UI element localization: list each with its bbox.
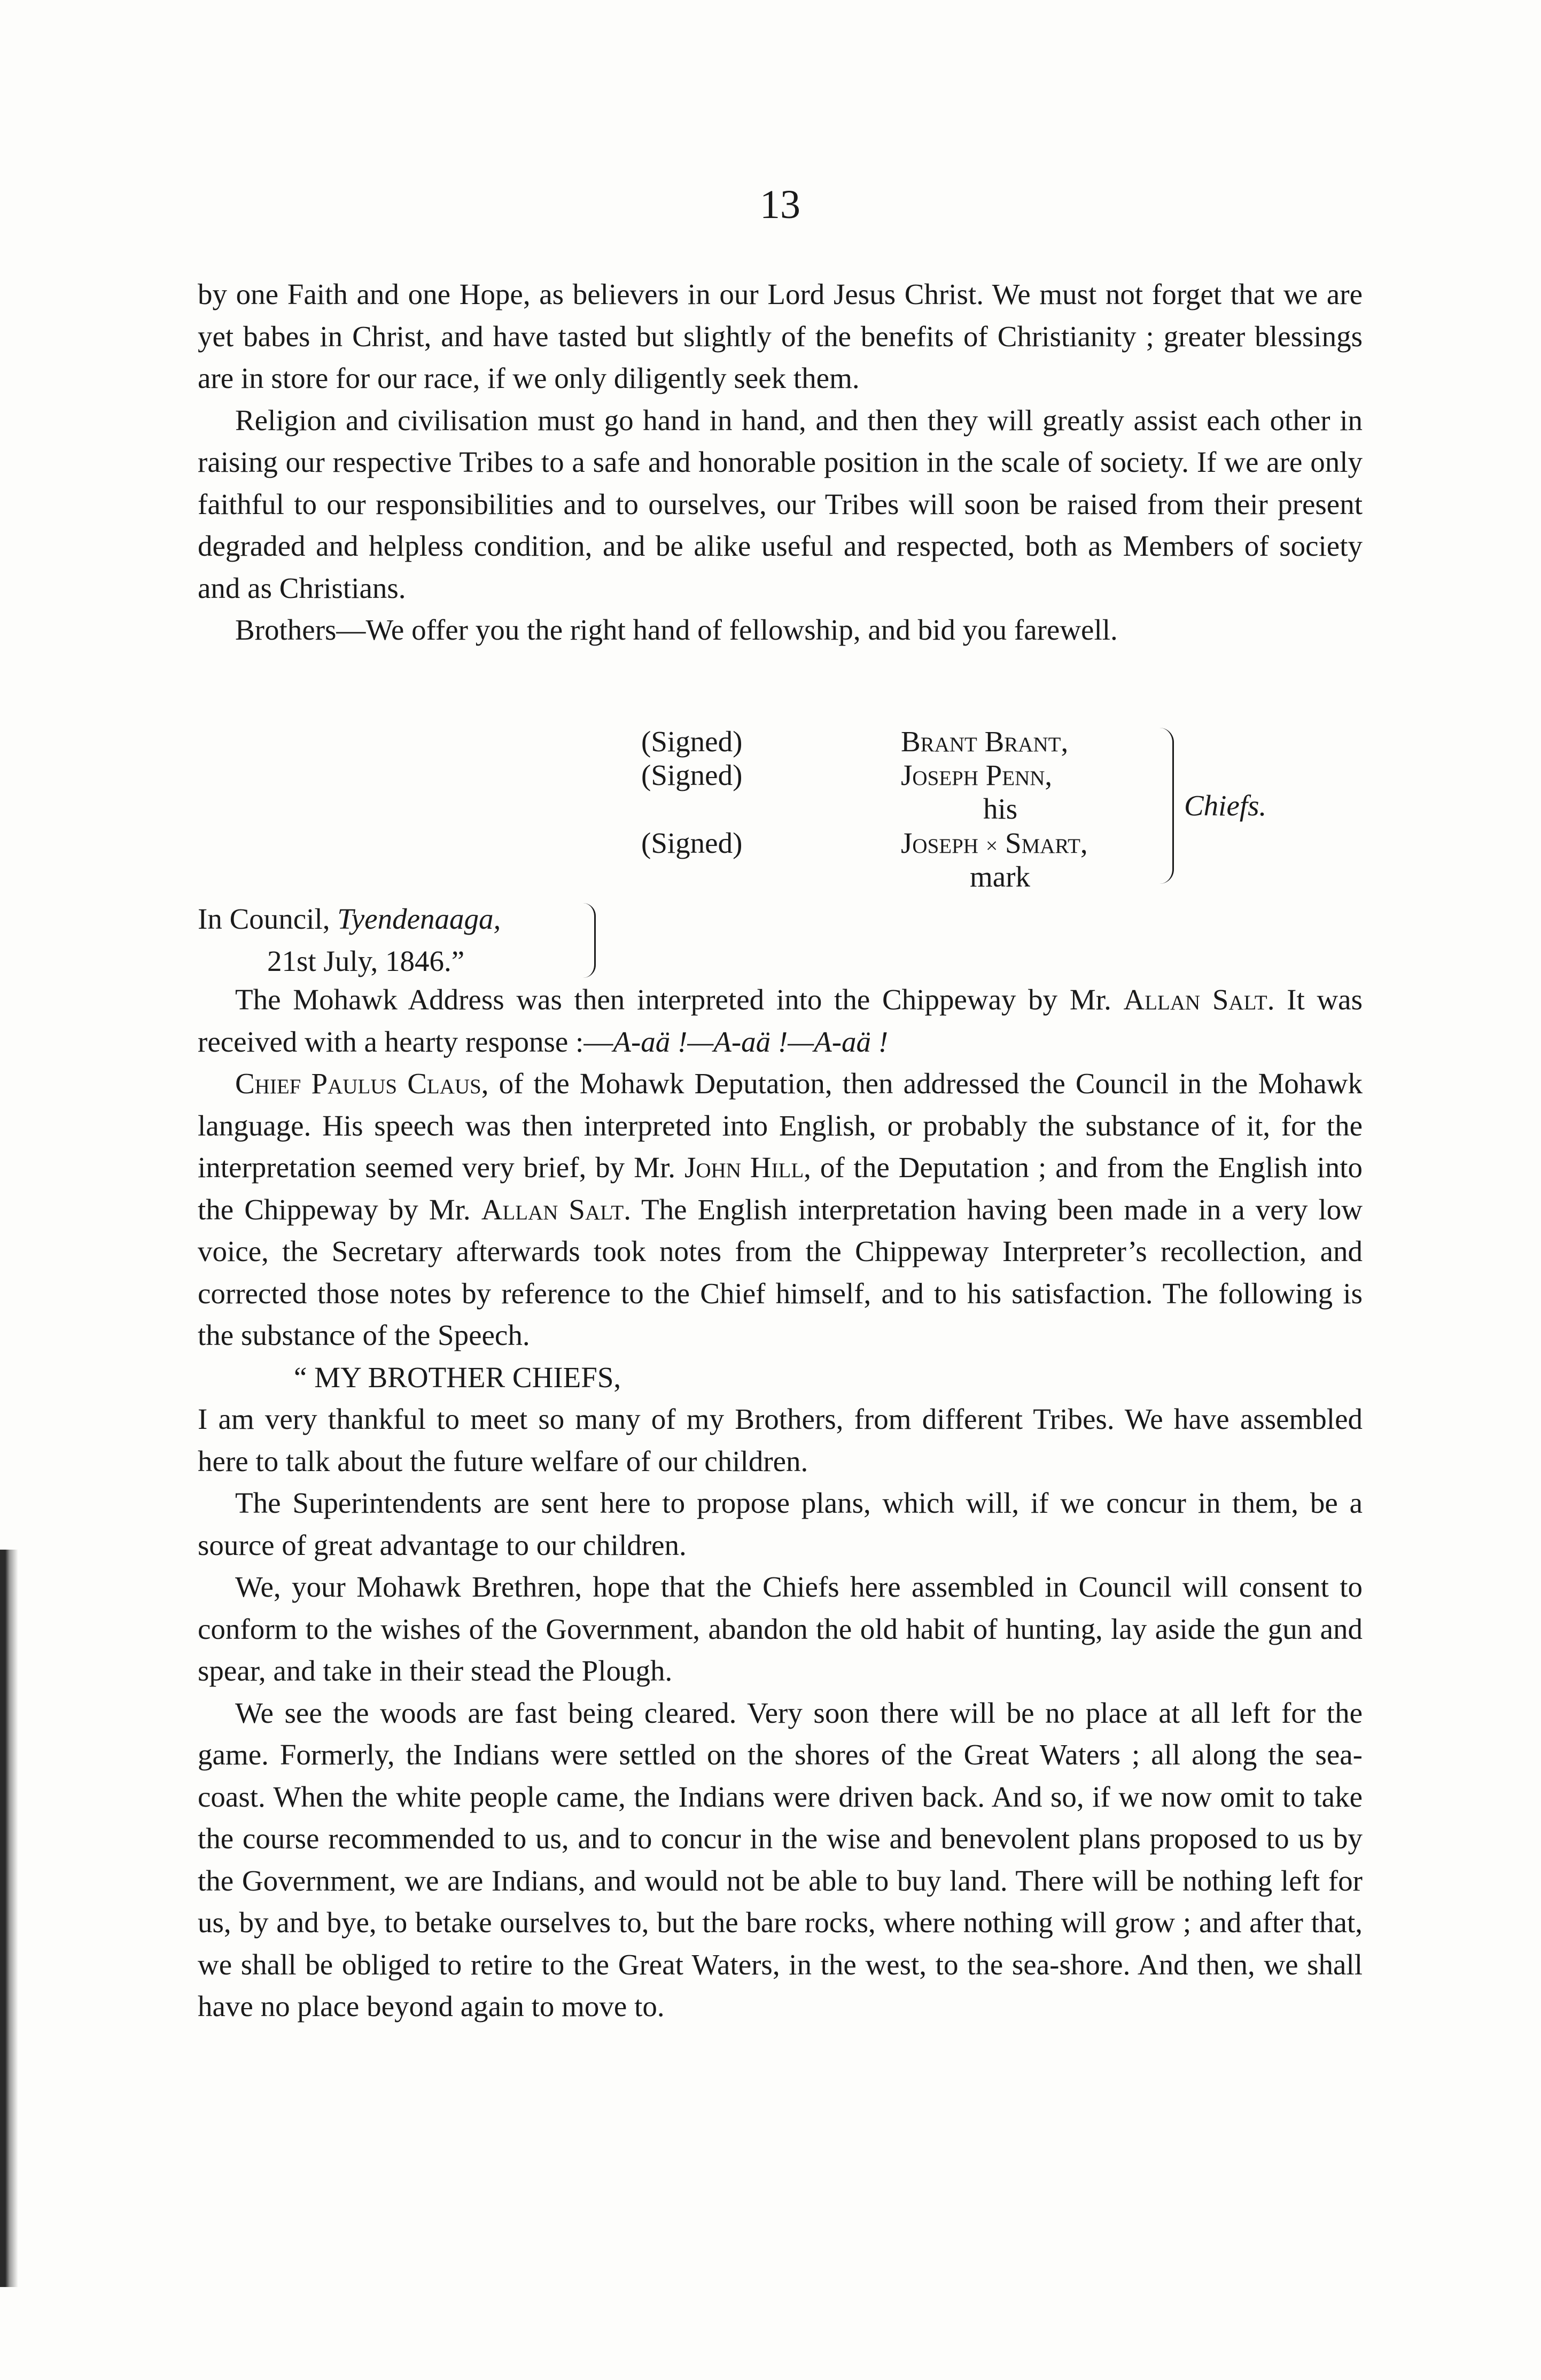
speech-paragraph: The Superintendents are sent here to propose plans, which will, if we concur in them, be a source of great advantage to our children.: [198, 1487, 1363, 1561]
council-brace: [582, 903, 596, 978]
signature-brace: [1159, 728, 1174, 884]
speech-paragraph: We, your Mohawk Brethren, hope that the Chiefs here assembled in Council will consent to conform to the wishes of the Government, abandon the old habit of hunting, lay aside the gun and spear, and take in their stead the Plough.: [198, 1570, 1363, 1687]
signatory-name: Joseph × Smart,: [901, 827, 1088, 859]
council-place-line: In Council, Tyendenaaga,: [198, 903, 501, 935]
paragraph-chief-claus: Chief Paulus Claus, of the Mohawk Deputation, then addressed the Council in the Mohawk language. His speech was then interpreted into English, or probably the substance of it, for the interpretation seemed very brief, by Mr. John Hill, of the Deputation ; and from the English into the Chippeway by Mr. Allan Salt. The English interpretation having been made in a very low voice, the Secretary afterwards took notes from the Chippeway Interpreter’s recollection, and corrected those notes by reference to the Chief himself, and to his satisfaction. The following is the substance of the Speech.: [198, 1067, 1363, 1351]
cross-mark: ×: [985, 834, 998, 858]
signatory-name: Brant Brant,: [901, 725, 1069, 758]
speech-salutation: “ MY BROTHER CHIEFS,: [294, 1360, 621, 1394]
page-number: 13: [760, 182, 800, 227]
speech-paragraph: We see the woods are fast being cleared. Very soon there will be no place at all left for the game. Formerly, the Indians were settled on the shores of the Great Waters ; all along the sea-coast. When the white people came, the Indians were driven back. And so, if we now omit to take the course recommended to us, and to concur in the wise and benevolent plans proposed to us by the Government, we are Indians, and would not be able to buy land. There will be nothing left for us, by and bye, to betake ourselves to, but the bare rocks, where nothing will grow ; and after that, we shall be obliged to retire to the Great Waters, in the west, to the sea-shore. And then, we shall have no place beyond again to move to.: [198, 1696, 1363, 2023]
signature-block: [198, 720, 1363, 891]
chiefs-label: Chiefs.: [1184, 789, 1267, 822]
paragraph-farewell: Brothers—We offer you the right hand of fellowship, and bid you farewell.: [235, 613, 1118, 646]
signed-label: (Signed): [641, 725, 743, 758]
binding-edge-shadow: [0, 1550, 18, 2287]
mark-label: mark: [970, 860, 1031, 893]
signed-label: (Signed): [641, 827, 743, 859]
signed-label: (Signed): [641, 759, 743, 791]
narrative-text: [198, 979, 1363, 2028]
council-dateline: [198, 898, 732, 989]
speech-paragraph: I am very thankful to meet so many of my Brothers, from different Tribes. We have assembled here to talk about the future welfare of our children.: [198, 1403, 1363, 1477]
paragraph-religion: Religion and civilisation must go hand in hand, and then they will greatly assist each other in raising our respective Tribes to a safe and honorable position in the scale of society. If we are only faithful to our responsibilities and to ourselves, our Tribes will soon be raised from their present degraded and helpless condition, and be alike useful and respected, both as Members of society and as Christians.: [198, 403, 1363, 604]
paragraph-continuation: by one Faith and one Hope, as believers in our Lord Jesus Christ. We must not forget that we are yet babes in Christ, and have tasted but slightly of the benefits of Christianity ; greater blessings are in store for our race, if we only diligently seek them.: [198, 278, 1363, 394]
his-label: his: [983, 792, 1018, 825]
opening-text: [198, 274, 1363, 651]
paragraph-interpretation: The Mohawk Address was then interpreted into the Chippeway by Mr. Allan Salt. It was received with a hearty response :—A-aä !—A-aä !—A-aä !: [198, 983, 1363, 1058]
signatory-name: Joseph Penn,: [901, 759, 1053, 791]
council-date-line: 21st July, 1846.”: [267, 945, 465, 977]
